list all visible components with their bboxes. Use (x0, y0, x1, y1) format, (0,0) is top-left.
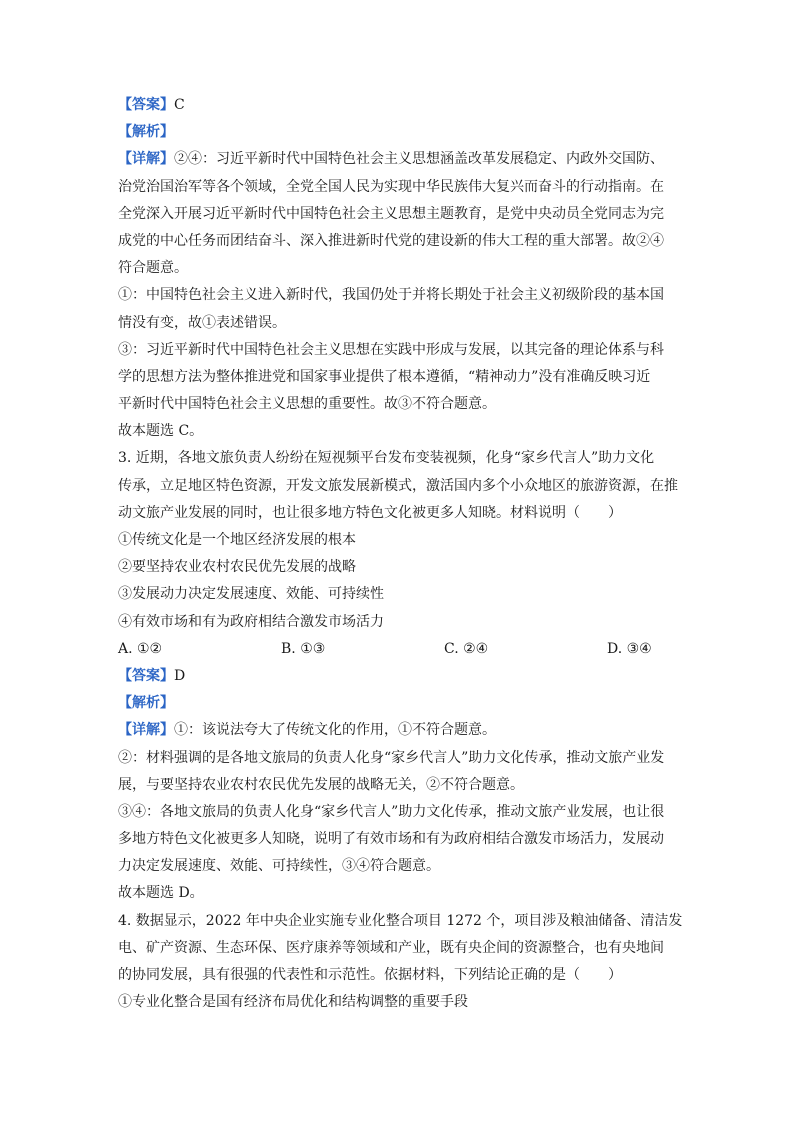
q4-stem-line: 4. 数据显示，2022 年中央企业实施专业化整合项目 1272 个，项目涉及粮油储备、清洁发 (118, 912, 683, 929)
option-c: C. ②④ (444, 640, 489, 657)
answer-tag: 【答案】 (118, 97, 174, 113)
q2-answer (118, 92, 684, 119)
answer-value: C (174, 97, 185, 113)
q3-detail-line: 多地方特色文化被更多人知晓，说明了有效市场和有为政府相结合激发市场活力，发展动 (118, 831, 664, 848)
answer-value: D (174, 667, 186, 684)
q4-stem-line: 电、矿产资源、生态环保、医疗康养等领域和产业，既有央企间的资源整合，也有央地间 (118, 939, 664, 956)
document-page (118, 92, 684, 1016)
q2-detail-line: ③：习近平新时代中国特色社会主义思想在实践中形成与发展，以其完备的理论体系与科 (118, 341, 664, 358)
q3-item: ③发展动力决定发展速度、效能、可持续性 (118, 586, 384, 603)
q3-item: ②要坚持农业农村农民优先发展的战略 (118, 559, 356, 576)
q4-item: ①专业化整合是国有经济布局优化和结构调整的重要手段 (118, 994, 468, 1011)
q3-detail-line: ②：材料强调的是各地文旅局的负责人化身“家乡代言人”助力文化传承，推动文旅产业发 (118, 749, 665, 766)
q3-stem-line: 动文旅产业发展的同时，也让很多地方特色文化被更多人知晓。材料说明（ ） (118, 504, 622, 521)
q3-options (118, 636, 684, 663)
q2-detail-line: 【详解】②④：习近平新时代中国特色社会主义思想涵盖改革发展稳定、内政外交国防、 (118, 151, 664, 168)
q2-conclusion: 故本题选 C。 (118, 423, 204, 440)
q2-detail-line: 学的思想方法为整体推进党和国家事业提供了根本遵循，“精神动力”没有准确反映习近 (118, 368, 651, 385)
q3-conclusion: 故本题选 D。 (118, 885, 204, 902)
option-b: B. ①③ (281, 640, 326, 657)
q3-stem-line: 传承，立足地区特色资源，开发文旅发展新模式，激活国内多个小众地区的旅游资源，在推 (118, 477, 678, 494)
q3-analysis-heading (118, 690, 684, 717)
q2-detail-line: 符合题意。 (118, 260, 188, 277)
q2-analysis-heading (118, 119, 684, 146)
q2-detail-line: ①：中国特色社会主义进入新时代，我国仍处于并将长期处于社会主义初级阶段的基本国 (118, 287, 664, 304)
q2-detail-line: 治党治国治军等各个领域，全党全国人民为实现中华民族伟大复兴而奋斗的行动指南。在 (118, 178, 664, 195)
q3-detail-line: 力决定发展速度、效能、可持续性，③④符合题意。 (118, 858, 440, 875)
q2-detail-line: 成党的中心任务而团结奋斗、深入推进新时代党的建设新的伟大工程的重大部署。故②④ (118, 232, 664, 249)
detail-tag: 【详解】 (118, 722, 174, 739)
q2-detail-line: 情没有变，故①表述错误。 (118, 314, 286, 331)
analysis-tag: 【解析】 (118, 124, 174, 141)
q3-item: ①传统文化是一个地区经济发展的根本 (118, 532, 356, 548)
option-a: A. ①② (118, 640, 163, 657)
q3-answer (118, 663, 684, 690)
q3-detail-line: 【详解】①：该说法夸大了传统文化的作用，①不符合题意。 (118, 722, 496, 739)
q3-stem-line: 3. 近期，各地文旅负责人纷纷在短视频平台发布变装视频，化身“家乡代言人”助力文化 (118, 450, 655, 467)
answer-tag: 【答案】 (118, 667, 174, 684)
analysis-tag: 【解析】 (118, 695, 174, 712)
q3-detail-line: 展，与要坚持农业农村农民优先发展的战略无关，②不符合题意。 (118, 776, 524, 793)
q3-item: ④有效市场和有为政府相结合激发市场活力 (118, 613, 384, 630)
q4-stem-line: 的协同发展，具有很强的代表性和示范性。依据材料，下列结论正确的是（ ） (118, 967, 622, 983)
option-d: D. ③④ (607, 640, 652, 657)
q3-detail-line: ③④：各地文旅局的负责人化身“家乡代言人”助力文化传承，推动文旅产业发展，也让很 (118, 803, 665, 820)
q2-detail-line: 全党深入开展习近平新时代中国特色社会主义思想主题教育，是党中央动员全党同志为完 (118, 205, 664, 222)
detail-tag: 【详解】 (118, 151, 174, 168)
q2-detail-line: 平新时代中国特色社会主义思想的重要性。故③不符合题意。 (118, 396, 496, 413)
